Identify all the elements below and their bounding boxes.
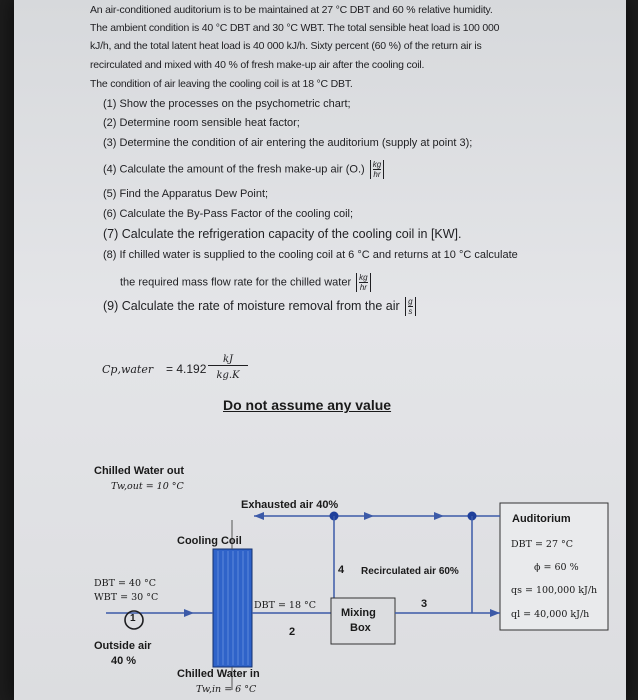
ambient-dbt: DBT = 40 °C — [94, 578, 157, 589]
auditorium-title: Auditorium — [512, 513, 571, 525]
document-page — [14, 0, 626, 700]
intro-line-5: The condition of air leaving the cooling coil is at 18 °C DBT. — [90, 78, 353, 90]
auditorium-qs: qs = 100,000 kJ/h — [511, 585, 598, 596]
question-6: (6) Calculate the By-Pass Factor of the cooling coil; — [103, 208, 354, 220]
return-arrow-2 — [434, 512, 444, 520]
cooling-coil-label: Cooling Coil — [177, 535, 242, 547]
auditorium-phi: ϕ = 60 % — [534, 562, 579, 573]
question-2: (2) Determine room sensible heat factor; — [103, 117, 300, 129]
unit-kg-2: kg — [359, 273, 368, 282]
point-1-label: 1 — [130, 613, 136, 624]
chilled-out-temp: Tw,out = 10 °C — [111, 481, 184, 492]
cp-unit-num: kJ — [208, 354, 248, 366]
unit-hr-2: hr — [359, 283, 367, 292]
outside-air-arrow — [184, 609, 194, 617]
intro-line-4: recirculated and mixed with 40 % of fresh make-up air after the cooling coil. — [90, 59, 425, 71]
unit-hr: hr — [373, 170, 381, 179]
intro-line-2: The ambient condition is 40 °C DBT and 30 °C WBT. The total sensible heat load is 100 000 — [90, 22, 500, 34]
recirculated-label: Recirculated air 60% — [361, 566, 459, 577]
question-7: (7) Calculate the refrigeration capacity of the cooling coil in [KW]. — [103, 227, 462, 241]
supply-arrow — [490, 609, 500, 617]
point-4-label: 4 — [338, 564, 345, 576]
unit-s: s — [408, 307, 413, 316]
unit-g: g — [408, 297, 413, 306]
chilled-in-temp: Tw,in = 6 °C — [196, 684, 257, 695]
cp-label: Cp,water — [102, 363, 154, 376]
question-1: (1) Show the processes on the psychometric chart; — [103, 98, 351, 110]
exhaust-arrow-head — [254, 512, 264, 520]
outside-air-label-2: 40 % — [111, 655, 137, 667]
cp-value: = 4.192 — [166, 362, 207, 376]
point-3-label: 3 — [421, 598, 428, 610]
unit-kg: kg — [372, 160, 382, 169]
chilled-out-title: Chilled Water out — [94, 465, 185, 477]
question-8: (8) If chilled water is supplied to the cooling coil at 6 °C and returns at 10 °C calculate — [103, 249, 518, 261]
mixing-box-label-2: Box — [350, 622, 371, 634]
auditorium-ql: ql = 40,000 kJ/h — [511, 609, 590, 620]
return-arrow-1 — [364, 512, 374, 520]
question-4-text: (4) Calculate the amount of the fresh make-up air (O.) — [103, 163, 365, 176]
question-5: (5) Find the Apparatus Dew Point; — [103, 188, 269, 200]
mixing-box-label-1: Mixing — [341, 607, 376, 619]
auditorium-dbt: DBT = 27 °C — [511, 539, 574, 550]
question-3: (3) Determine the condition of air entering the auditorium (supply at point 3); — [103, 137, 473, 149]
coil-out-dbt: DBT = 18 °C — [254, 600, 317, 611]
mixing-box — [331, 598, 395, 644]
outside-air-label-1: Outside air — [94, 640, 152, 652]
cooling-coil-box — [213, 549, 252, 667]
cp-unit-den: kg.K — [216, 370, 240, 381]
question-9-text: (9) Calculate the rate of moisture removal from the air — [103, 298, 400, 313]
chilled-in-title: Chilled Water in — [177, 668, 260, 680]
intro-line-1: An air-conditioned auditorium is to be maintained at 27 °C DBT and 60 % relative humidity. — [90, 4, 493, 16]
ambient-wbt: WBT = 30 °C — [94, 592, 159, 603]
question-8-cont-text: the required mass flow rate for the chilled water — [120, 276, 352, 289]
exhausted-label: Exhausted air 40% — [241, 499, 339, 511]
warning-heading: Do not assume any value — [223, 397, 392, 413]
intro-line-3: kJ/h, and the total latent heat load is 40 000 kJ/h. Sixty percent (60 %) of the return air is — [90, 40, 482, 52]
point-2-label: 2 — [289, 626, 296, 638]
